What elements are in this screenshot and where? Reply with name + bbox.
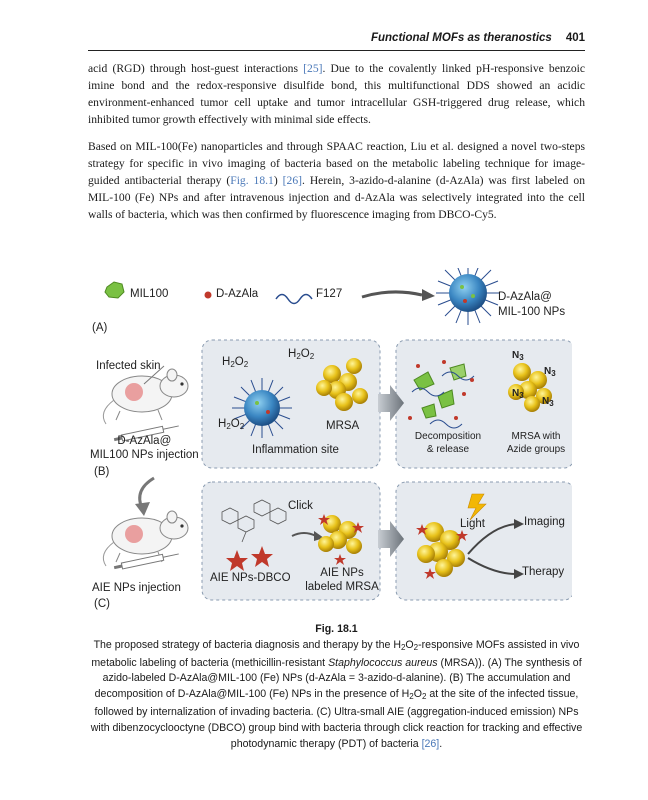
caption-title: Fig. 18.1 [315, 623, 358, 635]
figure-caption: Fig. 18.1 The proposed strategy of bacteria diagnosis and therapy by the $H_2O_2$-responsive MOFs assisted in vivo metabolic labeling of bacteria (methicillin-resistant Staphylococcus aureus (MRSA)). (A) The synthesis of azido-labeled D-AzAla@MIL-100 (Fe) NPs (d-AzAla = 3-azido-d-alanine). (B) The accumulation and decomposition of D-AzAla@MIL-100 (Fe) NPs in the presence of $H_2O_2$ at the site of the infected tissue, followed by internalization of invading bacteria. (C) Ultra-small AIE (aggregation-induced emission) NPs with dibenzocyclooctyne (DBCO) group bind with bacteria through click reaction for tracking and effective photodynamic therapy (PDT) of bacteria [26]. [88, 622, 585, 752]
legend-mil100: MIL100 [130, 288, 169, 300]
page-number: 401 [565, 32, 585, 44]
imaging-label: Imaging [524, 516, 565, 528]
h2o2-label-2: $H_2O_2$ [288, 348, 315, 361]
mouse-b-icon [103, 369, 188, 424]
mrsa-label: MRSA [326, 420, 360, 432]
aie-labeled-mrsa-label: AIE NPs labeled MRSA [305, 567, 379, 593]
panel-c-label: (C) [94, 598, 110, 610]
azide-label-4: $N_3$ [542, 396, 554, 408]
citation-link[interactable]: [25] [303, 62, 323, 75]
legend-f127: F127 [316, 288, 343, 300]
inflammation-site-label: Inflammation site [252, 444, 339, 456]
azide-label-1: $N_3$ [512, 350, 524, 362]
aie-dbco-label: AIE NPs-DBCO [210, 572, 291, 584]
therapy-box [396, 482, 572, 600]
h2o2-label-1: $H_2O_2$ [222, 356, 249, 369]
synthesis-arrow [362, 292, 422, 297]
dazala-dot-icon [205, 292, 212, 299]
paragraph-2: Based on MIL-100(Fe) nanoparticles and through SPAAC reaction, Liu et al. designed a novel two-steps strategy for specific in vivo imaging of bacteria based on the metabolic labeling technique for image-guided antibacterial therapy (Fig. 18.1) [26]. Herein, 3-azido-d-alanine (d-AzAla) was first labeled on MIL-100 (Fe) NPs and after intravenous injection and d-AzAla was selectively integrated into the cell walls of bacteria, which was then confirmed by fluorescence imaging from DBCO-Cy5. [88, 140, 585, 221]
header-title: Functional MOFs as theranostics [370, 32, 552, 44]
legend-dazala: D-AzAla [216, 288, 259, 300]
azide-label-3: $N_3$ [512, 388, 524, 400]
figure-link[interactable]: Fig. 18.1 [230, 174, 274, 187]
citation-link[interactable]: [26] [282, 174, 302, 187]
panel-a-label: (A) [92, 322, 108, 334]
f127-wave-icon [276, 295, 312, 304]
infected-skin-label: Infected skin [96, 360, 161, 372]
mrsa-azide-label: MRSA with Azide groups [506, 431, 566, 455]
therapy-label: Therapy [522, 566, 565, 578]
aie-injection-label: AIE NPs injection [92, 582, 181, 594]
mil100-icon [105, 282, 124, 298]
product-label: D-AzAla@ MIL-100 NPs [498, 291, 566, 318]
header-rule [88, 50, 585, 51]
running-header [371, 32, 585, 44]
panel-b-label: (B) [94, 466, 110, 478]
product-nanoparticle [436, 268, 500, 325]
azide-label-2: $N_3$ [544, 366, 556, 378]
caption-citation-link[interactable]: [26] [421, 737, 440, 750]
click-label: Click [288, 500, 313, 512]
injection-b-label: D-AzAla@ MIL100 NPs injection [90, 435, 199, 461]
figure-18-1 [92, 268, 572, 620]
paragraph-1: acid (RGD) through host-guest interactions [25]. Due to the covalently linked pH-responsive benzoic imine bond and the redox-responsive disulfide bond, this multifunctional DDS showed an acidic environment-enhanced tumor cell uptake and tumor intracellular GSH-triggered drug release, which inhibited tumor growth effectively with minimal side effects. [88, 62, 585, 126]
decomposition-label: Decomposition & release [414, 431, 482, 455]
h2o2-label-3: $H_2O_2$ [218, 418, 245, 431]
light-label: Light [460, 518, 485, 530]
